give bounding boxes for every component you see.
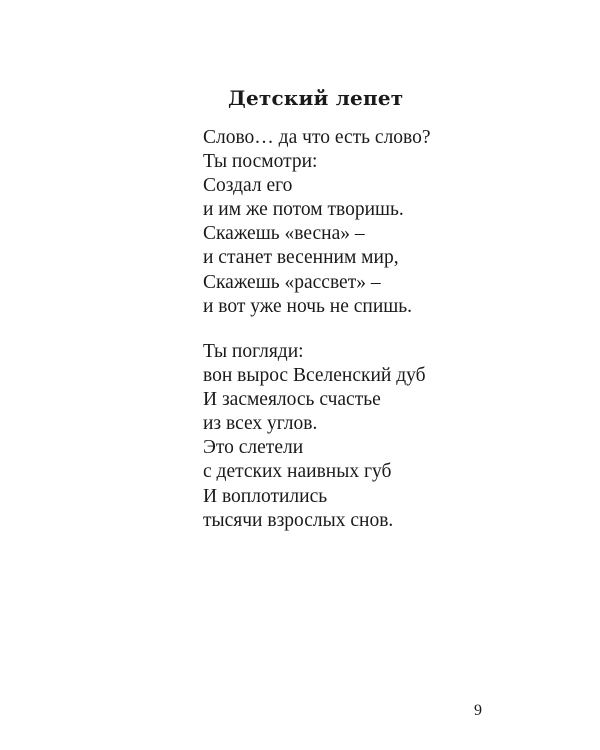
- poem-line: и вот уже ночь не спишь.: [203, 295, 413, 317]
- poem-line: Создал его: [203, 175, 293, 197]
- poem-line: вон вырос Вселенский дуб: [203, 365, 426, 387]
- poem-title: Детский лепет: [228, 86, 404, 110]
- poem-line: Ты погляди:: [203, 341, 304, 362]
- poem-line: с детских наивных губ: [203, 461, 392, 483]
- poem-line: И засмеялось счастье: [203, 389, 381, 411]
- stanza-1: [203, 126, 431, 319]
- page-number: 9: [474, 702, 482, 719]
- poem-line: Слово… да что есть слово?: [203, 127, 431, 148]
- poem-line: Это слетели: [203, 437, 304, 459]
- poem-line: Скажешь «весна» –: [203, 223, 365, 245]
- poem-line: И воплотились: [203, 485, 328, 507]
- poem-line: тысячи взрослых снов.: [203, 509, 394, 531]
- poem-line: Ты посмотри:: [203, 151, 318, 173]
- poem-line: Скажешь «рассвет» –: [203, 271, 381, 293]
- stanza-2: [203, 340, 426, 533]
- poem-line: и им же потом творишь.: [203, 199, 404, 221]
- poem-line: из всех углов.: [203, 413, 318, 435]
- poem-line: и станет весенним мир,: [203, 247, 399, 269]
